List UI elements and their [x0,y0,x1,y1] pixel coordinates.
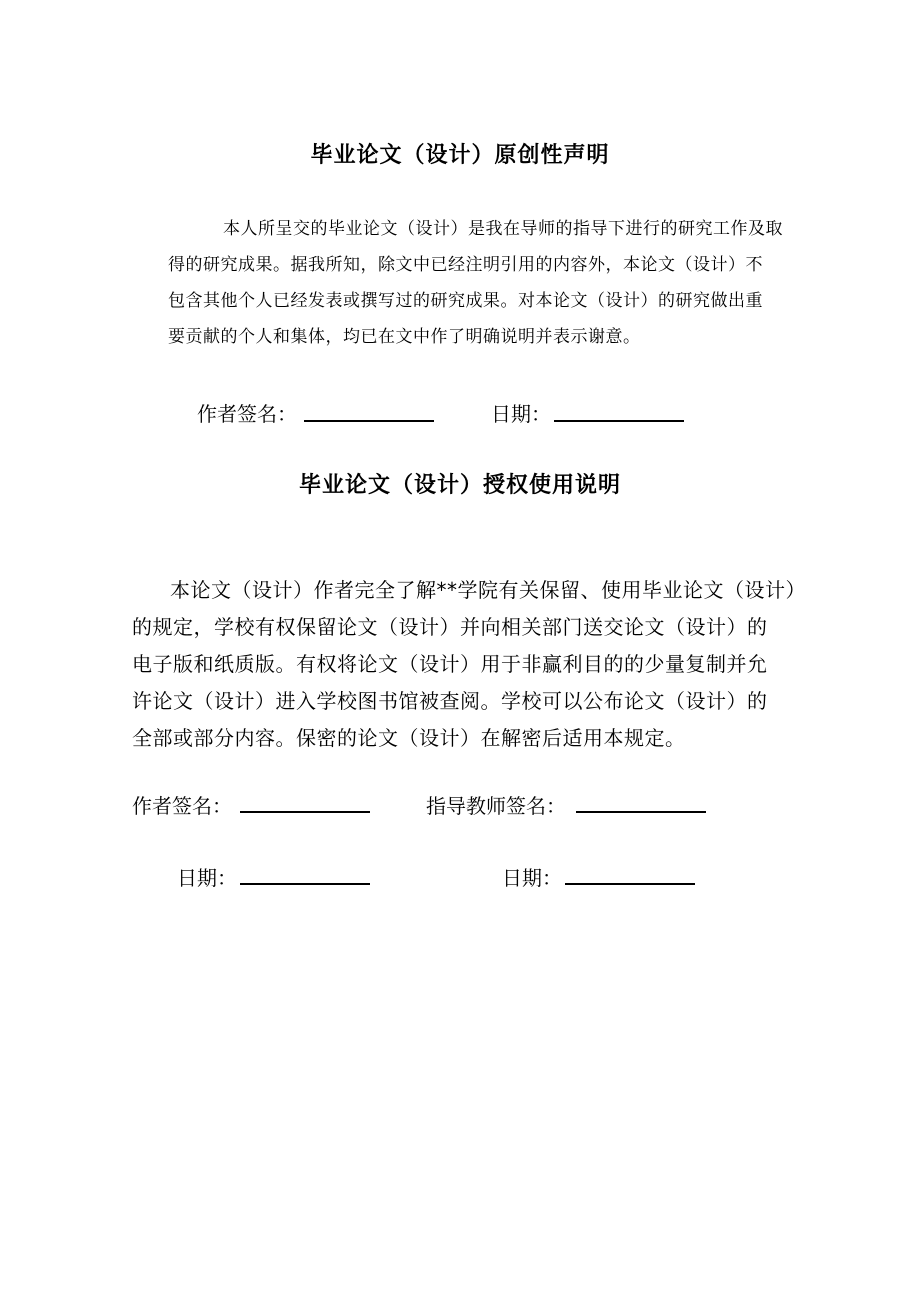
paragraph-line: 许论文（设计）进入学校图书馆被查阅。学校可以公布论文（设计）的 [132,689,768,713]
paragraph-line: 要贡献的个人和集体，均已在文中作了明确说明并表示谢意。 [168,327,641,347]
author-date-label: 日期： [177,866,237,890]
advisor-signature-label: 指导教师签名： [426,794,566,818]
paragraph-line: 本论文（设计）作者完全了解**学院有关保留、使用毕业论文（设计） [170,578,806,602]
date-line[interactable] [554,420,684,422]
author-signature-line[interactable] [304,420,434,422]
advisor-date-label: 日期： [502,866,562,890]
author-signature-label: 作者签名： [132,794,232,818]
author-signature-label: 作者签名： [197,402,297,426]
advisor-date-line[interactable] [565,883,695,885]
paragraph-line: 全部或部分内容。保密的论文（设计）在解密后适用本规定。 [132,726,686,750]
authorization-paragraph [132,572,822,757]
paragraph-line: 电子版和纸质版。有权将论文（设计）用于非赢利目的的少量复制并允 [132,652,768,676]
advisor-signature-line[interactable] [576,811,706,813]
paragraph-line: 的规定，学校有权保留论文（设计）并向相关部门送交论文（设计）的 [132,615,768,639]
declaration-paragraph [168,211,813,355]
authorization-title: 毕业论文（设计）授权使用说明 [298,473,621,498]
paragraph-line: 得的研究成果。据我所知，除文中已经注明引用的内容外，本论文（设计）不 [168,255,763,275]
author-date-line[interactable] [240,883,370,885]
paragraph-line: 包含其他个人已经发表或撰写过的研究成果。对本论文（设计）的研究做出重 [168,291,763,311]
declaration-title: 毕业论文（设计）原创性声明 [310,143,610,168]
author-signature-line[interactable] [240,811,370,813]
paragraph-line: 本人所呈交的毕业论文（设计）是我在导师的指导下进行的研究工作及取 [223,219,783,239]
date-label: 日期： [491,402,551,426]
